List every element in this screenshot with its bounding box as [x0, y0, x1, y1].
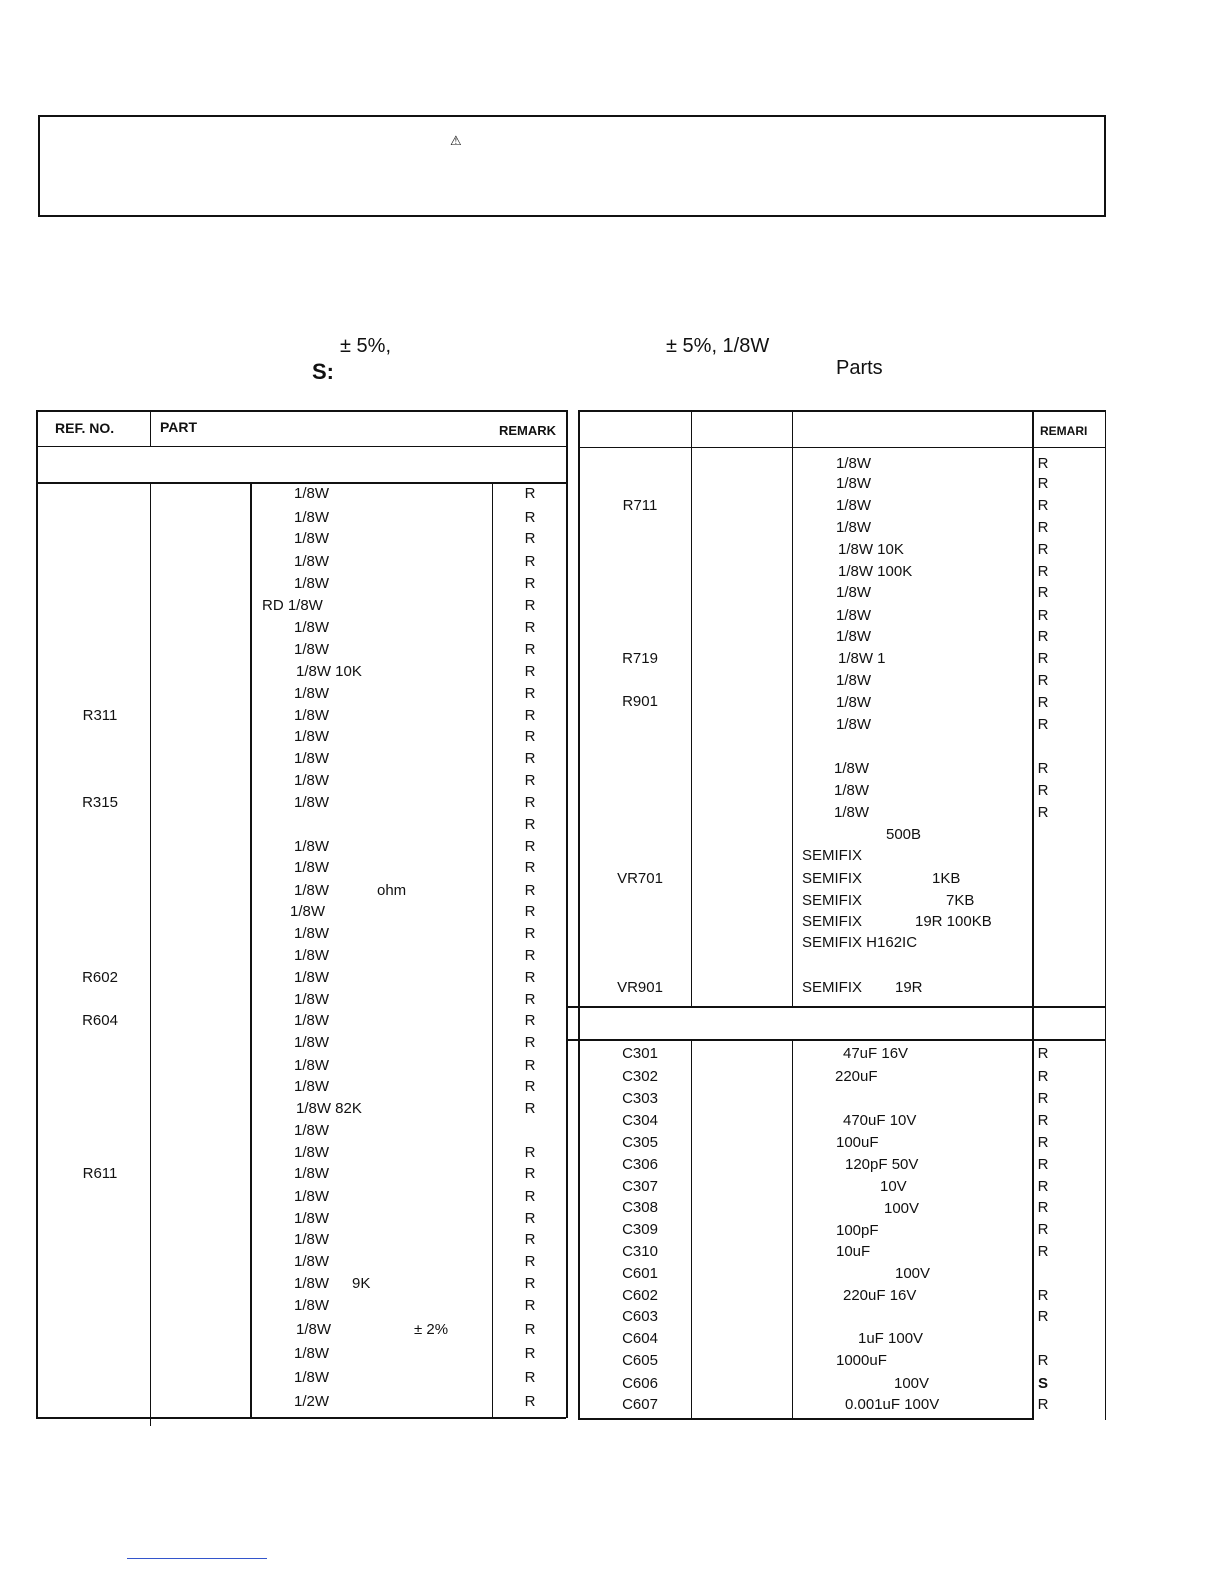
parts-label: Parts	[836, 357, 883, 379]
left-part-desc: 1/8W	[294, 838, 330, 855]
right-remark: R	[1037, 541, 1049, 558]
left-remark: R	[524, 553, 536, 570]
left-part-desc: 1/8W	[294, 1253, 330, 1270]
right-part-desc: 470uF 10V	[843, 1112, 917, 1129]
right-part-desc: 1/8W	[836, 628, 872, 645]
right-remark: R	[1037, 1352, 1049, 1369]
right-remark: R	[1037, 1045, 1049, 1062]
tolerance-note-2: ± 5%, 1/8W	[666, 335, 770, 357]
right-ref-no: C308	[622, 1199, 658, 1216]
right-remark: R	[1037, 760, 1049, 777]
right-part-desc: 1/8W 100K	[838, 563, 913, 580]
right-remark: R	[1037, 716, 1049, 733]
right-remark: R	[1037, 1134, 1049, 1151]
left-part-desc: 1/8W	[294, 1275, 330, 1292]
left-remark: R	[524, 1057, 536, 1074]
left-header-part: PART	[160, 419, 198, 435]
right-remark: R	[1037, 628, 1049, 645]
left-remark: R	[524, 728, 536, 745]
left-remark: R	[524, 859, 536, 876]
left-remark: R	[524, 1144, 536, 1161]
left-remark: R	[524, 485, 536, 502]
right-remark: R	[1037, 607, 1049, 624]
left-part-desc: 1/8W	[294, 1231, 330, 1248]
left-header-remark: REMARK	[499, 423, 557, 438]
tolerance-note-1: ± 5%,	[340, 335, 391, 357]
left-part-desc: 1/8W	[294, 882, 330, 899]
right-remark: R	[1037, 563, 1049, 580]
left-part-desc: 1/8W	[290, 903, 326, 920]
right-part-desc: 1/8W	[836, 694, 872, 711]
right-remark: R	[1037, 782, 1049, 799]
right-ref-no: C303	[622, 1090, 658, 1107]
section-label: S:	[312, 359, 334, 384]
right-ref-no: R901	[622, 693, 658, 710]
right-part-desc: 1/8W	[834, 804, 870, 821]
left-part-desc: 1/8W	[294, 1122, 330, 1139]
left-remark: R	[524, 509, 536, 526]
left-part-desc: 1/8W	[294, 575, 330, 592]
right-part-desc: 47uF 16V	[843, 1045, 909, 1062]
right-remark: R	[1037, 694, 1049, 711]
left-remark: R	[524, 1345, 536, 1362]
right-ref-no: C603	[622, 1308, 658, 1325]
left-part-desc: 9K	[352, 1275, 371, 1292]
right-ref-no: VR901	[617, 979, 663, 996]
left-part-desc: 1/8W	[294, 1369, 330, 1386]
left-remark: R	[524, 575, 536, 592]
left-part-desc: 1/8W	[294, 1012, 330, 1029]
left-part-desc: 1/8W	[294, 772, 330, 789]
left-remark: R	[524, 1393, 536, 1410]
left-part-desc: 1/8W	[294, 685, 330, 702]
warning-icon: ⚠	[450, 133, 462, 148]
right-remark: S	[1037, 1375, 1048, 1392]
left-part-desc: 1/8W	[294, 619, 330, 636]
right-part-desc: 1/8W	[836, 475, 872, 492]
left-ref-no: R604	[82, 1012, 118, 1029]
right-part-desc: 1/8W	[836, 584, 872, 601]
right-part-desc: 1/8W	[836, 716, 872, 733]
left-part-desc: 1/8W	[294, 707, 330, 724]
right-part-desc: SEMIFIX	[802, 892, 863, 909]
left-remark: R	[524, 925, 536, 942]
right-remark: R	[1037, 1156, 1049, 1173]
left-remark: R	[524, 1253, 536, 1270]
left-remark: R	[524, 1078, 536, 1095]
right-remark: R	[1037, 1243, 1049, 1260]
left-remark: R	[524, 947, 536, 964]
right-part-desc: 19R 100KB	[915, 913, 992, 930]
left-remark: R	[524, 1369, 536, 1386]
left-part-desc: 1/8W	[294, 991, 330, 1008]
left-part-desc: 1/8W	[294, 1078, 330, 1095]
left-ref-no: R602	[82, 969, 118, 986]
left-part-desc: ± 2%	[414, 1321, 449, 1338]
right-remark: R	[1037, 1068, 1049, 1085]
right-part-desc: 1/8W	[834, 782, 870, 799]
right-part-desc: SEMIFIX H162IC	[802, 934, 918, 951]
right-part-desc: 19R	[895, 979, 923, 996]
right-part-desc: 220uF 16V	[843, 1287, 917, 1304]
right-part-desc: 220uF	[835, 1068, 878, 1085]
right-header-remark: REMARI	[1040, 424, 1088, 438]
left-part-desc: 1/8W	[296, 1321, 332, 1338]
right-part-desc: 1/8W	[836, 519, 872, 536]
left-part-desc: 1/8W	[294, 1057, 330, 1074]
left-part-desc: 1/8W	[294, 1165, 330, 1182]
right-part-desc: 100V	[884, 1200, 920, 1217]
left-part-desc: 1/8W	[294, 750, 330, 767]
left-part-desc: 1/8W	[294, 1210, 330, 1227]
left-part-desc: 1/8W	[294, 794, 330, 811]
right-part-desc: SEMIFIX	[802, 979, 863, 996]
left-remark: R	[524, 772, 536, 789]
right-part-desc: SEMIFIX	[802, 847, 863, 864]
right-remark: R	[1037, 1308, 1049, 1325]
right-ref-no: C606	[622, 1375, 658, 1392]
right-ref-no: C604	[622, 1330, 658, 1347]
left-part-desc: 1/8W	[294, 728, 330, 745]
right-ref-no: C306	[622, 1156, 658, 1173]
right-part-desc: 1000uF	[836, 1352, 887, 1369]
left-remark: R	[524, 1188, 536, 1205]
right-remark: R	[1037, 1090, 1049, 1107]
right-remark: R	[1037, 650, 1049, 667]
left-part-desc: 1/8W	[294, 509, 330, 526]
right-remark: R	[1037, 519, 1049, 536]
left-remark: R	[524, 903, 536, 920]
left-remark: R	[524, 641, 536, 658]
right-part-desc: SEMIFIX	[802, 913, 863, 930]
left-part-desc: RD 1/8W	[262, 597, 323, 614]
right-part-desc: 1/8W	[836, 672, 872, 689]
left-remark: R	[524, 882, 536, 899]
left-remark: R	[524, 1165, 536, 1182]
right-remark: R	[1037, 475, 1049, 492]
right-part-desc: 500B	[886, 826, 922, 843]
left-part-desc: 1/8W	[294, 1034, 330, 1051]
left-part-desc: 1/8W	[294, 925, 330, 942]
right-part-desc: 7KB	[946, 892, 975, 909]
left-part-desc: 1/8W	[294, 530, 330, 547]
left-part-desc: 1/8W	[294, 485, 330, 502]
right-part-desc: 100V	[894, 1375, 930, 1392]
left-part-desc: 1/8W 10K	[296, 663, 362, 680]
right-ref-no: C302	[622, 1068, 658, 1085]
left-remark: R	[524, 1275, 536, 1292]
footer-link-underline	[127, 1558, 267, 1559]
left-part-desc: 1/8W	[294, 947, 330, 964]
left-remark: R	[524, 663, 536, 680]
left-part-desc: ohm	[377, 882, 407, 899]
right-part-desc: 1/8W	[836, 497, 872, 514]
right-ref-no: C607	[622, 1396, 658, 1413]
right-part-desc: 1/8W	[836, 607, 872, 624]
left-part-desc: 1/2W	[294, 1393, 330, 1410]
left-part-desc: 1/8W 82K	[296, 1100, 362, 1117]
left-part-desc: 1/8W	[294, 1297, 330, 1314]
left-remark: R	[524, 991, 536, 1008]
left-remark: R	[524, 794, 536, 811]
left-remark: R	[524, 750, 536, 767]
right-ref-no: C601	[622, 1265, 658, 1282]
right-remark: R	[1037, 804, 1049, 821]
right-remark: R	[1037, 1112, 1049, 1129]
left-part-desc: 1/8W	[294, 1345, 330, 1362]
left-header-ref-no: REF. NO.	[55, 420, 115, 436]
left-part-desc: 1/8W	[294, 641, 330, 658]
left-remark: R	[524, 707, 536, 724]
left-ref-no: R611	[82, 1165, 118, 1182]
right-part-desc: 1/8W	[834, 760, 870, 777]
right-part-desc: 100pF	[836, 1222, 879, 1239]
left-remark: R	[524, 530, 536, 547]
left-remark: R	[524, 969, 536, 986]
right-ref-no: C605	[622, 1352, 658, 1369]
left-part-desc: 1/8W	[294, 1144, 330, 1161]
left-part-desc: 1/8W	[294, 553, 330, 570]
left-remark: R	[524, 1034, 536, 1051]
right-part-desc: 100uF	[836, 1134, 879, 1151]
right-part-desc: 1/8W 1	[838, 650, 886, 667]
right-remark: R	[1037, 672, 1049, 689]
right-remark: R	[1037, 1178, 1049, 1195]
right-part-desc: 1KB	[932, 870, 961, 887]
right-part-desc: 1uF 100V	[858, 1330, 924, 1347]
right-part-desc: 120pF 50V	[845, 1156, 919, 1173]
left-remark: R	[524, 1297, 536, 1314]
left-remark: R	[524, 597, 536, 614]
right-ref-no: R719	[622, 650, 658, 667]
left-remark: R	[524, 838, 536, 855]
right-ref-no: VR701	[617, 870, 663, 887]
right-part-desc: 100V	[895, 1265, 931, 1282]
right-ref-no: C304	[622, 1112, 658, 1129]
left-ref-no: R311	[82, 707, 118, 724]
left-part-desc: 1/8W	[294, 859, 330, 876]
right-remark: R	[1037, 1396, 1049, 1413]
right-part-desc: 1/8W 10K	[838, 541, 904, 558]
left-remark: R	[524, 1231, 536, 1248]
right-ref-no: C602	[622, 1287, 658, 1304]
right-ref-no: C310	[622, 1243, 658, 1260]
right-ref-no: C307	[622, 1178, 658, 1195]
left-remark: R	[524, 1210, 536, 1227]
left-remark: R	[524, 816, 536, 833]
right-ref-no: C305	[622, 1134, 658, 1151]
notice-box	[38, 115, 1106, 217]
left-remark: R	[524, 1012, 536, 1029]
right-part-desc: 10V	[880, 1178, 907, 1195]
right-part-desc: 1/8W	[836, 455, 872, 472]
right-remark: R	[1037, 497, 1049, 514]
right-remark: R	[1037, 1287, 1049, 1304]
left-part-desc: 1/8W	[294, 1188, 330, 1205]
right-remark: R	[1037, 1199, 1049, 1216]
left-remark: R	[524, 685, 536, 702]
right-part-desc: 10uF	[836, 1243, 871, 1260]
right-ref-no: C309	[622, 1221, 658, 1238]
right-ref-no: C301	[622, 1045, 658, 1062]
right-remark: R	[1037, 455, 1049, 472]
left-remark: R	[524, 619, 536, 636]
left-part-desc: 1/8W	[294, 969, 330, 986]
right-part-desc: 0.001uF 100V	[845, 1396, 940, 1413]
right-part-desc: SEMIFIX	[802, 870, 863, 887]
right-ref-no: R711	[622, 497, 658, 514]
right-remark: R	[1037, 584, 1049, 601]
right-remark: R	[1037, 1221, 1049, 1238]
left-ref-no: R315	[82, 794, 118, 811]
left-remark: R	[524, 1100, 536, 1117]
left-remark: R	[524, 1321, 536, 1338]
